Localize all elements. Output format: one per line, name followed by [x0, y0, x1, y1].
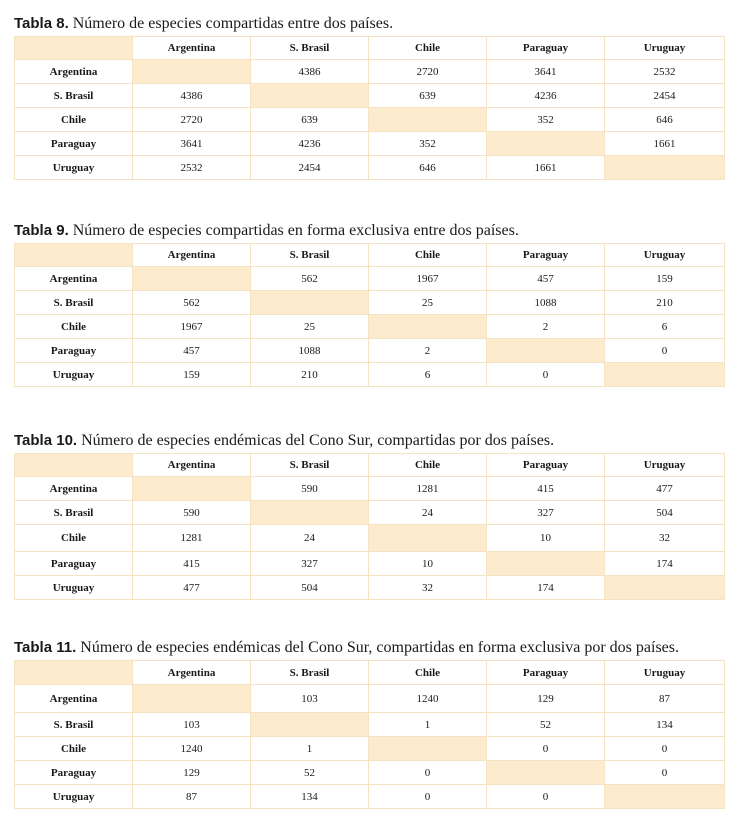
table-row: [15, 60, 725, 84]
row-header: S. Brasil: [15, 713, 133, 737]
diagonal-cell: [605, 785, 725, 809]
data-cell: 590: [133, 501, 251, 525]
header-row: [15, 454, 725, 477]
corner-cell: [15, 244, 133, 267]
data-cell: 415: [487, 477, 605, 501]
data-cell: 0: [487, 737, 605, 761]
data-cell: 1088: [487, 291, 605, 315]
data-cell: 1281: [133, 525, 251, 552]
diagonal-cell: [251, 291, 369, 315]
table-row: [15, 501, 725, 525]
column-header: Paraguay: [487, 661, 605, 685]
column-header: Argentina: [133, 37, 251, 60]
diagonal-cell: [369, 525, 487, 552]
data-cell: 646: [369, 156, 487, 180]
data-cell: 6: [369, 363, 487, 387]
data-cell: 2454: [605, 84, 725, 108]
diagonal-cell: [251, 84, 369, 108]
table-block: [14, 15, 724, 180]
diagonal-cell: [605, 363, 725, 387]
diagonal-cell: [605, 156, 725, 180]
data-cell: 639: [251, 108, 369, 132]
diagonal-cell: [487, 552, 605, 576]
diagonal-cell: [487, 761, 605, 785]
row-header: Paraguay: [15, 761, 133, 785]
data-cell: 504: [251, 576, 369, 600]
table-row: [15, 84, 725, 108]
table-row: [15, 685, 725, 713]
data-cell: 0: [369, 785, 487, 809]
row-header: Argentina: [15, 60, 133, 84]
data-table: [14, 36, 725, 180]
data-cell: 2532: [605, 60, 725, 84]
data-cell: 2: [487, 315, 605, 339]
data-cell: 646: [605, 108, 725, 132]
diagonal-cell: [251, 501, 369, 525]
data-cell: 3641: [133, 132, 251, 156]
data-cell: 327: [251, 552, 369, 576]
column-header: Chile: [369, 661, 487, 685]
table-caption: [14, 432, 724, 450]
corner-cell: [15, 37, 133, 60]
data-cell: 134: [251, 785, 369, 809]
header-row: [15, 661, 725, 685]
row-header: Chile: [15, 315, 133, 339]
row-header: Paraguay: [15, 552, 133, 576]
corner-cell: [15, 454, 133, 477]
data-table: [14, 453, 725, 600]
diagonal-cell: [605, 576, 725, 600]
data-cell: 174: [487, 576, 605, 600]
row-header: Argentina: [15, 685, 133, 713]
table-row: [15, 761, 725, 785]
data-cell: 0: [605, 339, 725, 363]
diagonal-cell: [133, 685, 251, 713]
table-label: Tabla 10.: [14, 432, 78, 449]
row-header: Argentina: [15, 477, 133, 501]
table-title: Número de especies endémicas del Cono Sur, compartidas en forma exclusiva por dos países.: [80, 639, 680, 656]
data-cell: 1088: [251, 339, 369, 363]
data-cell: 10: [369, 552, 487, 576]
data-cell: 457: [487, 267, 605, 291]
column-header: S. Brasil: [251, 661, 369, 685]
column-header: Chile: [369, 454, 487, 477]
data-cell: 24: [251, 525, 369, 552]
table-caption: [14, 222, 724, 240]
row-header: Uruguay: [15, 785, 133, 809]
diagonal-cell: [133, 267, 251, 291]
row-header: Chile: [15, 525, 133, 552]
data-cell: 415: [133, 552, 251, 576]
data-cell: 129: [487, 685, 605, 713]
data-cell: 1240: [369, 685, 487, 713]
table-row: [15, 552, 725, 576]
data-cell: 1661: [487, 156, 605, 180]
table-row: [15, 713, 725, 737]
corner-cell: [15, 661, 133, 685]
data-cell: 477: [605, 477, 725, 501]
data-cell: 32: [369, 576, 487, 600]
data-cell: 87: [605, 685, 725, 713]
column-header: S. Brasil: [251, 244, 369, 267]
column-header: S. Brasil: [251, 37, 369, 60]
data-cell: 2720: [369, 60, 487, 84]
header-row: [15, 37, 725, 60]
table-block: [14, 432, 724, 600]
table-row: [15, 525, 725, 552]
table-row: [15, 339, 725, 363]
row-header: Paraguay: [15, 339, 133, 363]
column-header: Chile: [369, 37, 487, 60]
column-header: Uruguay: [605, 454, 725, 477]
table-row: [15, 477, 725, 501]
data-cell: 0: [369, 761, 487, 785]
data-cell: 352: [487, 108, 605, 132]
data-cell: 52: [251, 761, 369, 785]
diagonal-cell: [369, 737, 487, 761]
table-caption: [14, 15, 724, 33]
data-cell: 327: [487, 501, 605, 525]
table-label: Tabla 8.: [14, 15, 69, 32]
data-cell: 562: [251, 267, 369, 291]
row-header: S. Brasil: [15, 291, 133, 315]
column-header: Uruguay: [605, 37, 725, 60]
row-header: Chile: [15, 737, 133, 761]
data-cell: 2532: [133, 156, 251, 180]
data-cell: 4236: [487, 84, 605, 108]
data-cell: 0: [487, 363, 605, 387]
data-cell: 0: [605, 737, 725, 761]
data-cell: 2454: [251, 156, 369, 180]
row-header: Uruguay: [15, 576, 133, 600]
table-row: [15, 576, 725, 600]
table-row: [15, 291, 725, 315]
data-cell: 2720: [133, 108, 251, 132]
data-cell: 1967: [369, 267, 487, 291]
data-cell: 457: [133, 339, 251, 363]
table-row: [15, 156, 725, 180]
data-cell: 4236: [251, 132, 369, 156]
data-cell: 590: [251, 477, 369, 501]
table-row: [15, 267, 725, 291]
data-cell: 4386: [133, 84, 251, 108]
data-cell: 87: [133, 785, 251, 809]
table-label: Tabla 9.: [14, 222, 69, 239]
data-cell: 129: [133, 761, 251, 785]
column-header: Paraguay: [487, 454, 605, 477]
row-header: Uruguay: [15, 156, 133, 180]
data-cell: 1240: [133, 737, 251, 761]
data-cell: 159: [605, 267, 725, 291]
row-header: Chile: [15, 108, 133, 132]
data-cell: 639: [369, 84, 487, 108]
column-header: Paraguay: [487, 244, 605, 267]
data-cell: 210: [251, 363, 369, 387]
row-header: S. Brasil: [15, 501, 133, 525]
table-block: [14, 222, 724, 387]
column-header: Argentina: [133, 661, 251, 685]
data-cell: 504: [605, 501, 725, 525]
table-caption: [14, 639, 724, 657]
data-cell: 1281: [369, 477, 487, 501]
data-table: [14, 660, 725, 809]
column-header: Uruguay: [605, 661, 725, 685]
table-title: Número de especies endémicas del Cono Sur, compartidas por dos países.: [81, 432, 555, 449]
table-block: [14, 639, 724, 809]
row-header: Paraguay: [15, 132, 133, 156]
table-row: [15, 785, 725, 809]
row-header: Argentina: [15, 267, 133, 291]
data-cell: 2: [369, 339, 487, 363]
diagonal-cell: [251, 713, 369, 737]
column-header: Uruguay: [605, 244, 725, 267]
data-table: [14, 243, 725, 387]
row-header: S. Brasil: [15, 84, 133, 108]
column-header: S. Brasil: [251, 454, 369, 477]
column-header: Chile: [369, 244, 487, 267]
data-cell: 477: [133, 576, 251, 600]
column-header: Paraguay: [487, 37, 605, 60]
table-row: [15, 132, 725, 156]
data-cell: 159: [133, 363, 251, 387]
diagonal-cell: [487, 132, 605, 156]
data-cell: 25: [251, 315, 369, 339]
table-title: Número de especies compartidas en forma exclusiva entre dos países.: [72, 222, 519, 239]
data-cell: 210: [605, 291, 725, 315]
table-title: Número de especies compartidas entre dos países.: [72, 15, 394, 32]
data-cell: 562: [133, 291, 251, 315]
table-label: Tabla 11.: [14, 639, 77, 656]
data-cell: 174: [605, 552, 725, 576]
data-cell: 32: [605, 525, 725, 552]
data-cell: 103: [133, 713, 251, 737]
data-cell: 4386: [251, 60, 369, 84]
column-header: Argentina: [133, 454, 251, 477]
data-cell: 6: [605, 315, 725, 339]
data-cell: 52: [487, 713, 605, 737]
data-cell: 1661: [605, 132, 725, 156]
data-cell: 24: [369, 501, 487, 525]
diagonal-cell: [369, 315, 487, 339]
data-cell: 1: [369, 713, 487, 737]
data-cell: 1: [251, 737, 369, 761]
table-row: [15, 315, 725, 339]
data-cell: 10: [487, 525, 605, 552]
data-cell: 352: [369, 132, 487, 156]
diagonal-cell: [487, 339, 605, 363]
data-cell: 0: [605, 761, 725, 785]
row-header: Uruguay: [15, 363, 133, 387]
data-cell: 0: [487, 785, 605, 809]
table-row: [15, 108, 725, 132]
table-row: [15, 737, 725, 761]
column-header: Argentina: [133, 244, 251, 267]
data-cell: 1967: [133, 315, 251, 339]
diagonal-cell: [133, 60, 251, 84]
data-cell: 3641: [487, 60, 605, 84]
data-cell: 103: [251, 685, 369, 713]
table-row: [15, 363, 725, 387]
diagonal-cell: [369, 108, 487, 132]
data-cell: 134: [605, 713, 725, 737]
data-cell: 25: [369, 291, 487, 315]
diagonal-cell: [133, 477, 251, 501]
header-row: [15, 244, 725, 267]
